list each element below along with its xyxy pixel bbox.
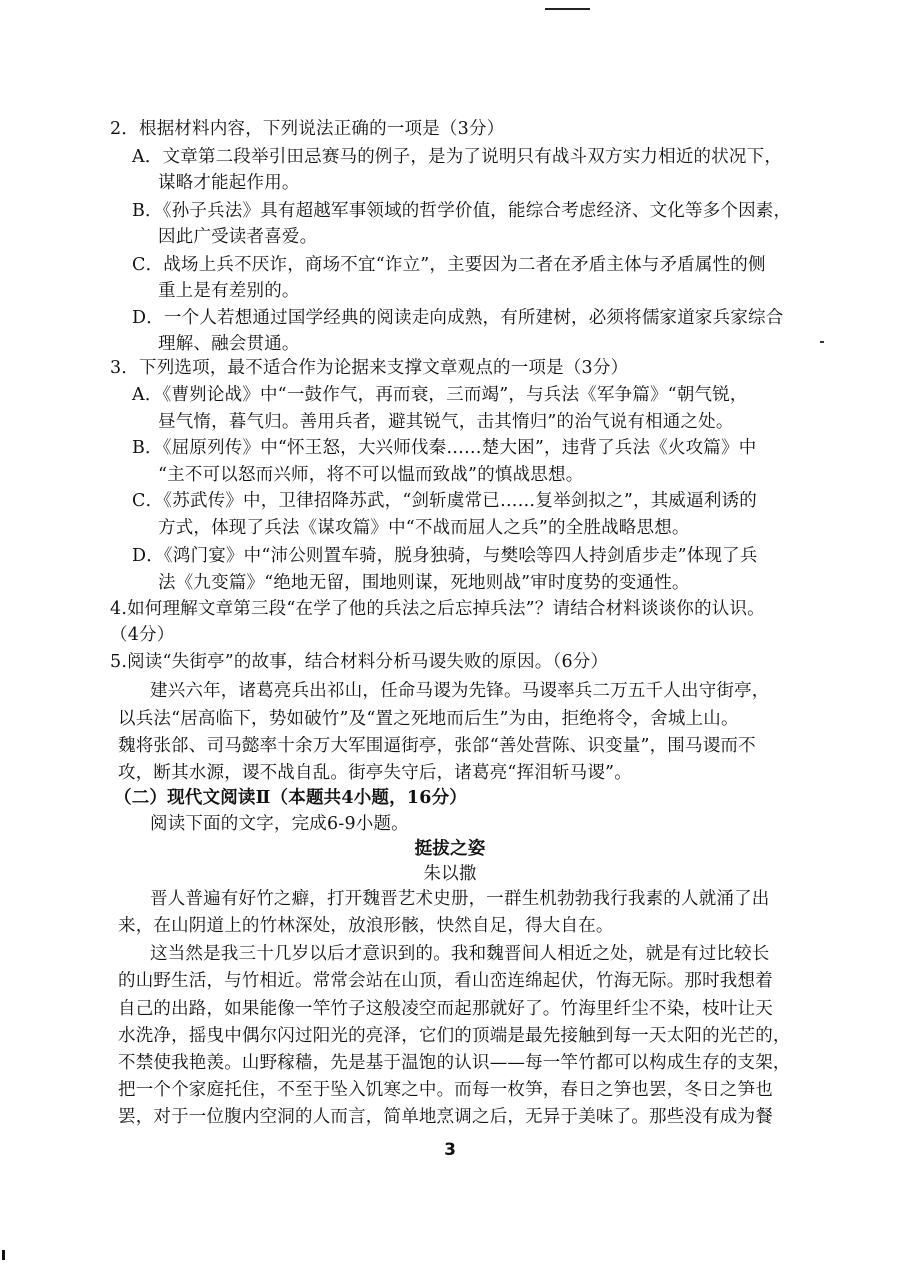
q2-stem: 2．根据材料内容，下列说法正确的一项是（3分）	[110, 119, 505, 139]
q5-stem: 5.阅读“失街亭”的故事，结合材料分析马谡失败的原因。（6分）	[110, 652, 609, 672]
q2-option-a-cont: 谋略才能起作用。	[158, 173, 300, 193]
essay-title: 挺拔之姿	[414, 839, 486, 859]
essay-author: 朱以撒	[423, 864, 477, 884]
q2-option-c: C．战场上兵不厌诈，商场不宜“诈立”，主要因为二者在矛盾主体与矛盾属性的侧	[132, 255, 766, 275]
q2-option-d: D．一个人若想通过国学经典的阅读走向成熟，有所建树，必须将儒家道家兵家综合	[132, 308, 784, 328]
q2-option-d-cont: 理解、融会贯通。	[158, 334, 300, 354]
essay-line: 水洗净，摇曳中偶尔闪过阳光的亮泽，它们的顶端是最先接触到每一天太阳的光芒的，	[118, 1026, 791, 1046]
scan-dot	[820, 341, 824, 343]
q5-material-line: 攻，断其水源，谡不战自乱。街亭失守后，诸葛亮“挥泪斩马谡”。	[118, 763, 632, 783]
q3-stem: 3．下列选项，最不适合作为论据来支撑文章观点的一项是（3分）	[110, 358, 629, 378]
section-instruction: 阅读下面的文字，完成6-9小题。	[150, 814, 409, 834]
section-heading: （二）现代文阅读Ⅱ（本题共4小题，16分）	[114, 788, 467, 808]
q5-material-line: 以兵法“居高临下，势如破竹”及“置之死地而后生”为由，拒绝将令，舍城上山。	[118, 709, 739, 729]
q5-material-line: 魏将张郃、司马懿率十余万大军围逼街亭，张郃“善处营陈、识变量”，围马谡而不	[118, 736, 756, 756]
q2-option-c-cont: 重上是有差别的。	[158, 281, 300, 301]
corner-scan-mark	[2, 1250, 5, 1260]
q5-material-line: 建兴六年，诸葛亮兵出祁山，任命马谡为先锋。马谡率兵二万五千人出守街亭，	[150, 681, 770, 701]
top-scan-mark	[545, 8, 590, 10]
essay-line: 把一个个家庭托住，不至于坠入饥寒之中。而每一枚笋，春日之笋也罢，冬日之笋也	[118, 1080, 773, 1100]
essay-line: 晋人普遍有好竹之癖，打开魏晋艺术史册，一群生机勃勃我行我素的人就涌了出	[150, 889, 770, 909]
q3-option-c-cont: 方式，体现了兵法《谋攻篇》中“不战而屈人之兵”的全胜战略思想。	[158, 518, 690, 538]
essay-line: 来，在山阴道上的竹林深处，放浪形骸，快然自足，得大自在。	[118, 916, 614, 936]
q4-points: （4分）	[110, 625, 175, 645]
q3-option-c: C．《苏武传》中，卫律招降苏武，“剑斩虞常已……复举剑拟之”，其威逼利诱的	[132, 491, 757, 511]
q3-option-b-cont: “主不可以怒而兴师，将不可以愠而致战”的慎战思想。	[158, 465, 584, 485]
q3-option-d-cont: 法《九变篇》“绝地无留，围地则谋，死地则战”审时度势的变通性。	[158, 573, 690, 593]
q2-option-b-cont: 因此广受读者喜爱。	[158, 227, 318, 247]
essay-line: 不禁使我艳羡。山野稼穑，先是基于温饱的认识——每一竿竹都可以构成生存的支架，	[118, 1053, 791, 1073]
essay-line: 自己的出路，如果能像一竿竹子这般凌空而起那就好了。竹海里纤尘不染，枝叶让天	[118, 999, 773, 1019]
q2-option-a: A．文章第二段举引田忌赛马的例子，是为了说明只有战斗双方实力相近的状况下，	[132, 147, 783, 167]
essay-line: 这当然是我三十几岁以后才意识到的。我和魏晋间人相近之处，就是有过比较长	[150, 944, 770, 964]
essay-line: 的山野生活，与竹相近。常常会站在山顶，看山峦连绵起伏，竹海无际。那时我想着	[118, 971, 773, 991]
q3-option-b: B．《屈原列传》中“怀王怒，大兴师伐秦……楚大困”，违背了兵法《火攻篇》中	[132, 438, 757, 458]
q4-stem: 4.如何理解文章第三段“在学了他的兵法之后忘掉兵法”？请结合材料谈谈你的认识。	[110, 599, 765, 619]
q3-option-d: D．《鸿门宴》中“沛公则置车骑，脱身独骑，与樊哙等四人持剑盾步走”体现了兵	[132, 546, 758, 566]
essay-line: 罢，对于一位腹内空洞的人而言，简单地烹调之后，无异于美味了。那些没有成为餐	[118, 1107, 773, 1127]
page-number: 3	[444, 1140, 456, 1160]
q3-option-a: A．《曹刿论战》中“一鼓作气，再而衰，三而竭”，与兵法《军争篇》“朝气锐，	[132, 385, 748, 405]
q3-option-a-cont: 昼气惰，暮气归。善用兵者，避其锐气，击其惰归”的治气说有相通之处。	[158, 412, 734, 432]
q2-option-b: B．《孙子兵法》具有超越军事领域的哲学价值，能综合考虑经济、文化等多个因素，	[132, 201, 792, 221]
